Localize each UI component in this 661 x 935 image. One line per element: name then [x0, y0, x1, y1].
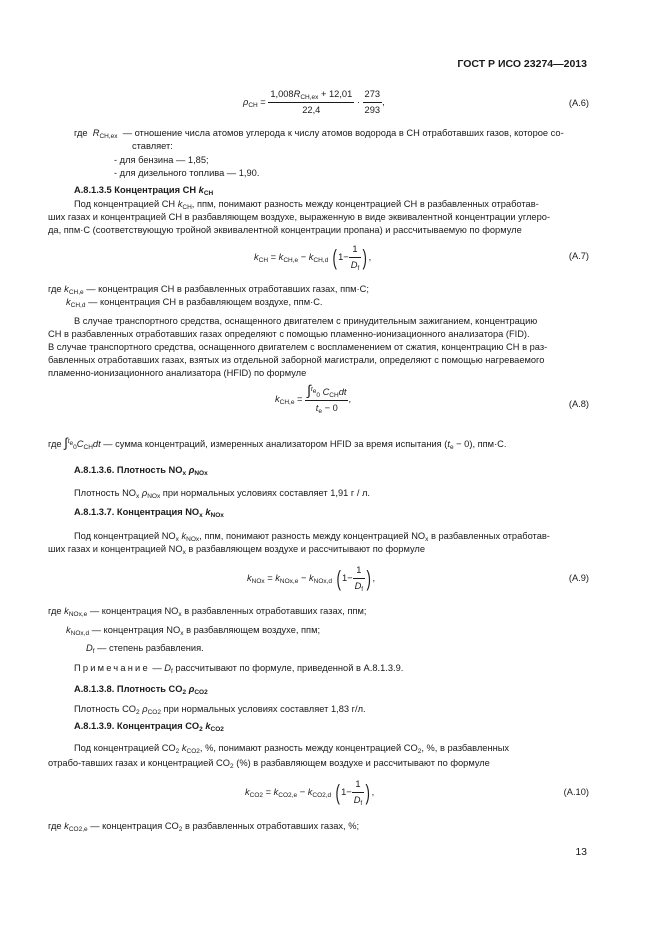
section-heading-a8137: A.8.1.3.7. Концентрация $NO_x$ $k_{NOx}$	[74, 507, 224, 519]
equation-a7: $k_{CH} = k_{CH,e} - k_{CH,d}$ (1− $\frac{1}{D_f}$ ),	[254, 244, 372, 272]
equation-a8: $k_{CH,e}$ = $\frac{\int^{t_e}_0 C_{CH}dt}{t_e - 0}$ ,	[275, 382, 352, 415]
equation-a6: $\rho_{CH}$ = $\frac{1,008R_{CH,ex} + 12,01}{22,4}$ · $\frac{273}{293}$ ,	[243, 89, 385, 115]
definition-a9: где $k_{NOx,e}$ — концентрация $NO_x$ в разбавленных отработавших газах, ппм;	[48, 606, 367, 618]
list-item: - для дизельного топлива — 1,90.	[114, 168, 260, 178]
definition-a9-3: $D_f$ — степень разбавления.	[86, 643, 204, 655]
paragraph-line: Плотность $CO_2$ $\rho_{CO2}$ при нормальных условиях составляет 1,83 г/л.	[74, 704, 366, 716]
equation-number-a7: (A.7)	[568, 251, 589, 261]
equation-number-a8: (A.8)	[568, 399, 589, 409]
paragraph-line: да, ппм·С (соответствующую тройной эквивалентной концентрации пропана) и рассчитываемую по формуле	[48, 225, 522, 235]
paragraph-line: Плотность $NO_x$ $\rho_{NOx}$ при нормальных условиях составляет 1,91 г / л.	[74, 488, 371, 500]
equation-a10: $k_{CO2} = k_{CO2,e} - k_{CO2,d}$ (1− $\frac{1}{D_f}$ ),	[245, 779, 375, 807]
paragraph-line: Под концентрацией СН $k_{CH}$, ппм, понимают разность между концентрацией СН в разбавленных отработав-	[74, 199, 539, 211]
definition-a9-2: $k_{NOx,d}$ — концентрация $NO_x$ в разбавляющем воздухе, ппм;	[66, 625, 321, 637]
rho-symbol: ρ	[243, 97, 249, 107]
integral-sign: ∫	[307, 382, 311, 398]
equation-number-a6: (A.6)	[568, 98, 589, 108]
equation-number-a10: (A.10)	[563, 787, 589, 797]
note: Примечание — $D_f$ рассчитывают по формуле, приведенной в А.8.1.3.9.	[74, 663, 404, 675]
definition-a8: где $\int^{t_e}_0C_{CH}dt$ — сумма концентраций, измеренных анализатором HFID за время испытания $(t_e - 0)$, ппм·С.	[48, 435, 507, 451]
list-item: - для бензина — 1,85;	[114, 155, 209, 165]
section-heading-a8139: A.8.1.3.9. Концентрация $CO_2$ $k_{CO2}$	[74, 721, 224, 733]
page-number: 13	[575, 846, 587, 858]
paragraph-line: В случае транспортного средства, оснащенного двигателем с воспламенением от сжатия, концентрацию СН в раз-	[48, 342, 548, 352]
paragraph-line: ших газах и концентрацией СН в разбавляющем воздухе, выраженную в виде эквивалентной концентрации углеро-	[48, 212, 551, 222]
section-heading-a8136: A.8.1.3.6. Плотность $NO_x$ $\rho_{NOx}$	[74, 465, 208, 477]
definition-a10: где $k_{CO2,e}$ — концентрация $CO_2$ в разбавленных отработавших газах, %;	[48, 821, 360, 833]
definition-a7: где $k_{CH,e}$ — концентрация СН в разбавленных отработавших газах, ппм·С;	[48, 284, 369, 296]
section-heading-a8135: A.8.1.3.5 Концентрация СН $k_{CH}$	[74, 185, 214, 197]
paragraph-line: пламенно-ионизационного анализатора (HFID) по формуле	[48, 368, 307, 378]
definition-r: где $R_{CH,ex}$ — отношение числа атомов углерода к числу атомов водорода в СН отработавших газов, которое со-	[74, 128, 564, 140]
paragraph-line: отрабо-тавших газах и концентрацией $CO_2$ (%) в разбавляющем воздухе и рассчитывают по формуле	[48, 758, 490, 770]
paragraph-line: Под концентрацией $CO_2$ $k_{CO2}$, %, понимают разность между концентрацией $CO_2$, %, в разбавленных	[74, 743, 510, 755]
section-heading-a8138: A.8.1.3.8. Плотность $CO_2$ $\rho_{CO2}$	[74, 684, 208, 696]
paragraph-line: ших газах и концентрацией $NO_x$ в разбавляющем воздухе и рассчитывают по формуле	[48, 544, 426, 556]
equation-number-a9: (A.9)	[568, 573, 589, 583]
equation-a9: $k_{NOx} = k_{NOx,e} - k_{NOx,d}$ (1− $\frac{1}{D_f}$ ),	[247, 565, 376, 593]
paragraph-line: Под концентрацией $NO_x$ $k_{NOx}$, ппм, понимают разность между концентрацией $NO_x$ в разбавленных отработав-	[74, 531, 550, 543]
standard-header: ГОСТ Р ИСО 23274—2013	[457, 58, 587, 70]
paragraph-line: СН в разбавленных отработавших газах определяют с помощью пламенно-ионизационного анализатора (FID).	[48, 329, 530, 339]
definition-a7-2: $k_{CH,d}$ — концентрация СН в разбавляющем воздухе, ппм·С.	[66, 297, 323, 309]
paragraph-line: бавленных отработавших газах, взятых из отдельной заборной магистрали, определяют с помощью нагреваемого	[48, 355, 545, 365]
paragraph-line: В случае транспортного средства, оснащенного двигателем с принудительным зажиганием, концентрацию	[74, 316, 538, 326]
definition-r-cont: ставляет:	[132, 141, 173, 151]
